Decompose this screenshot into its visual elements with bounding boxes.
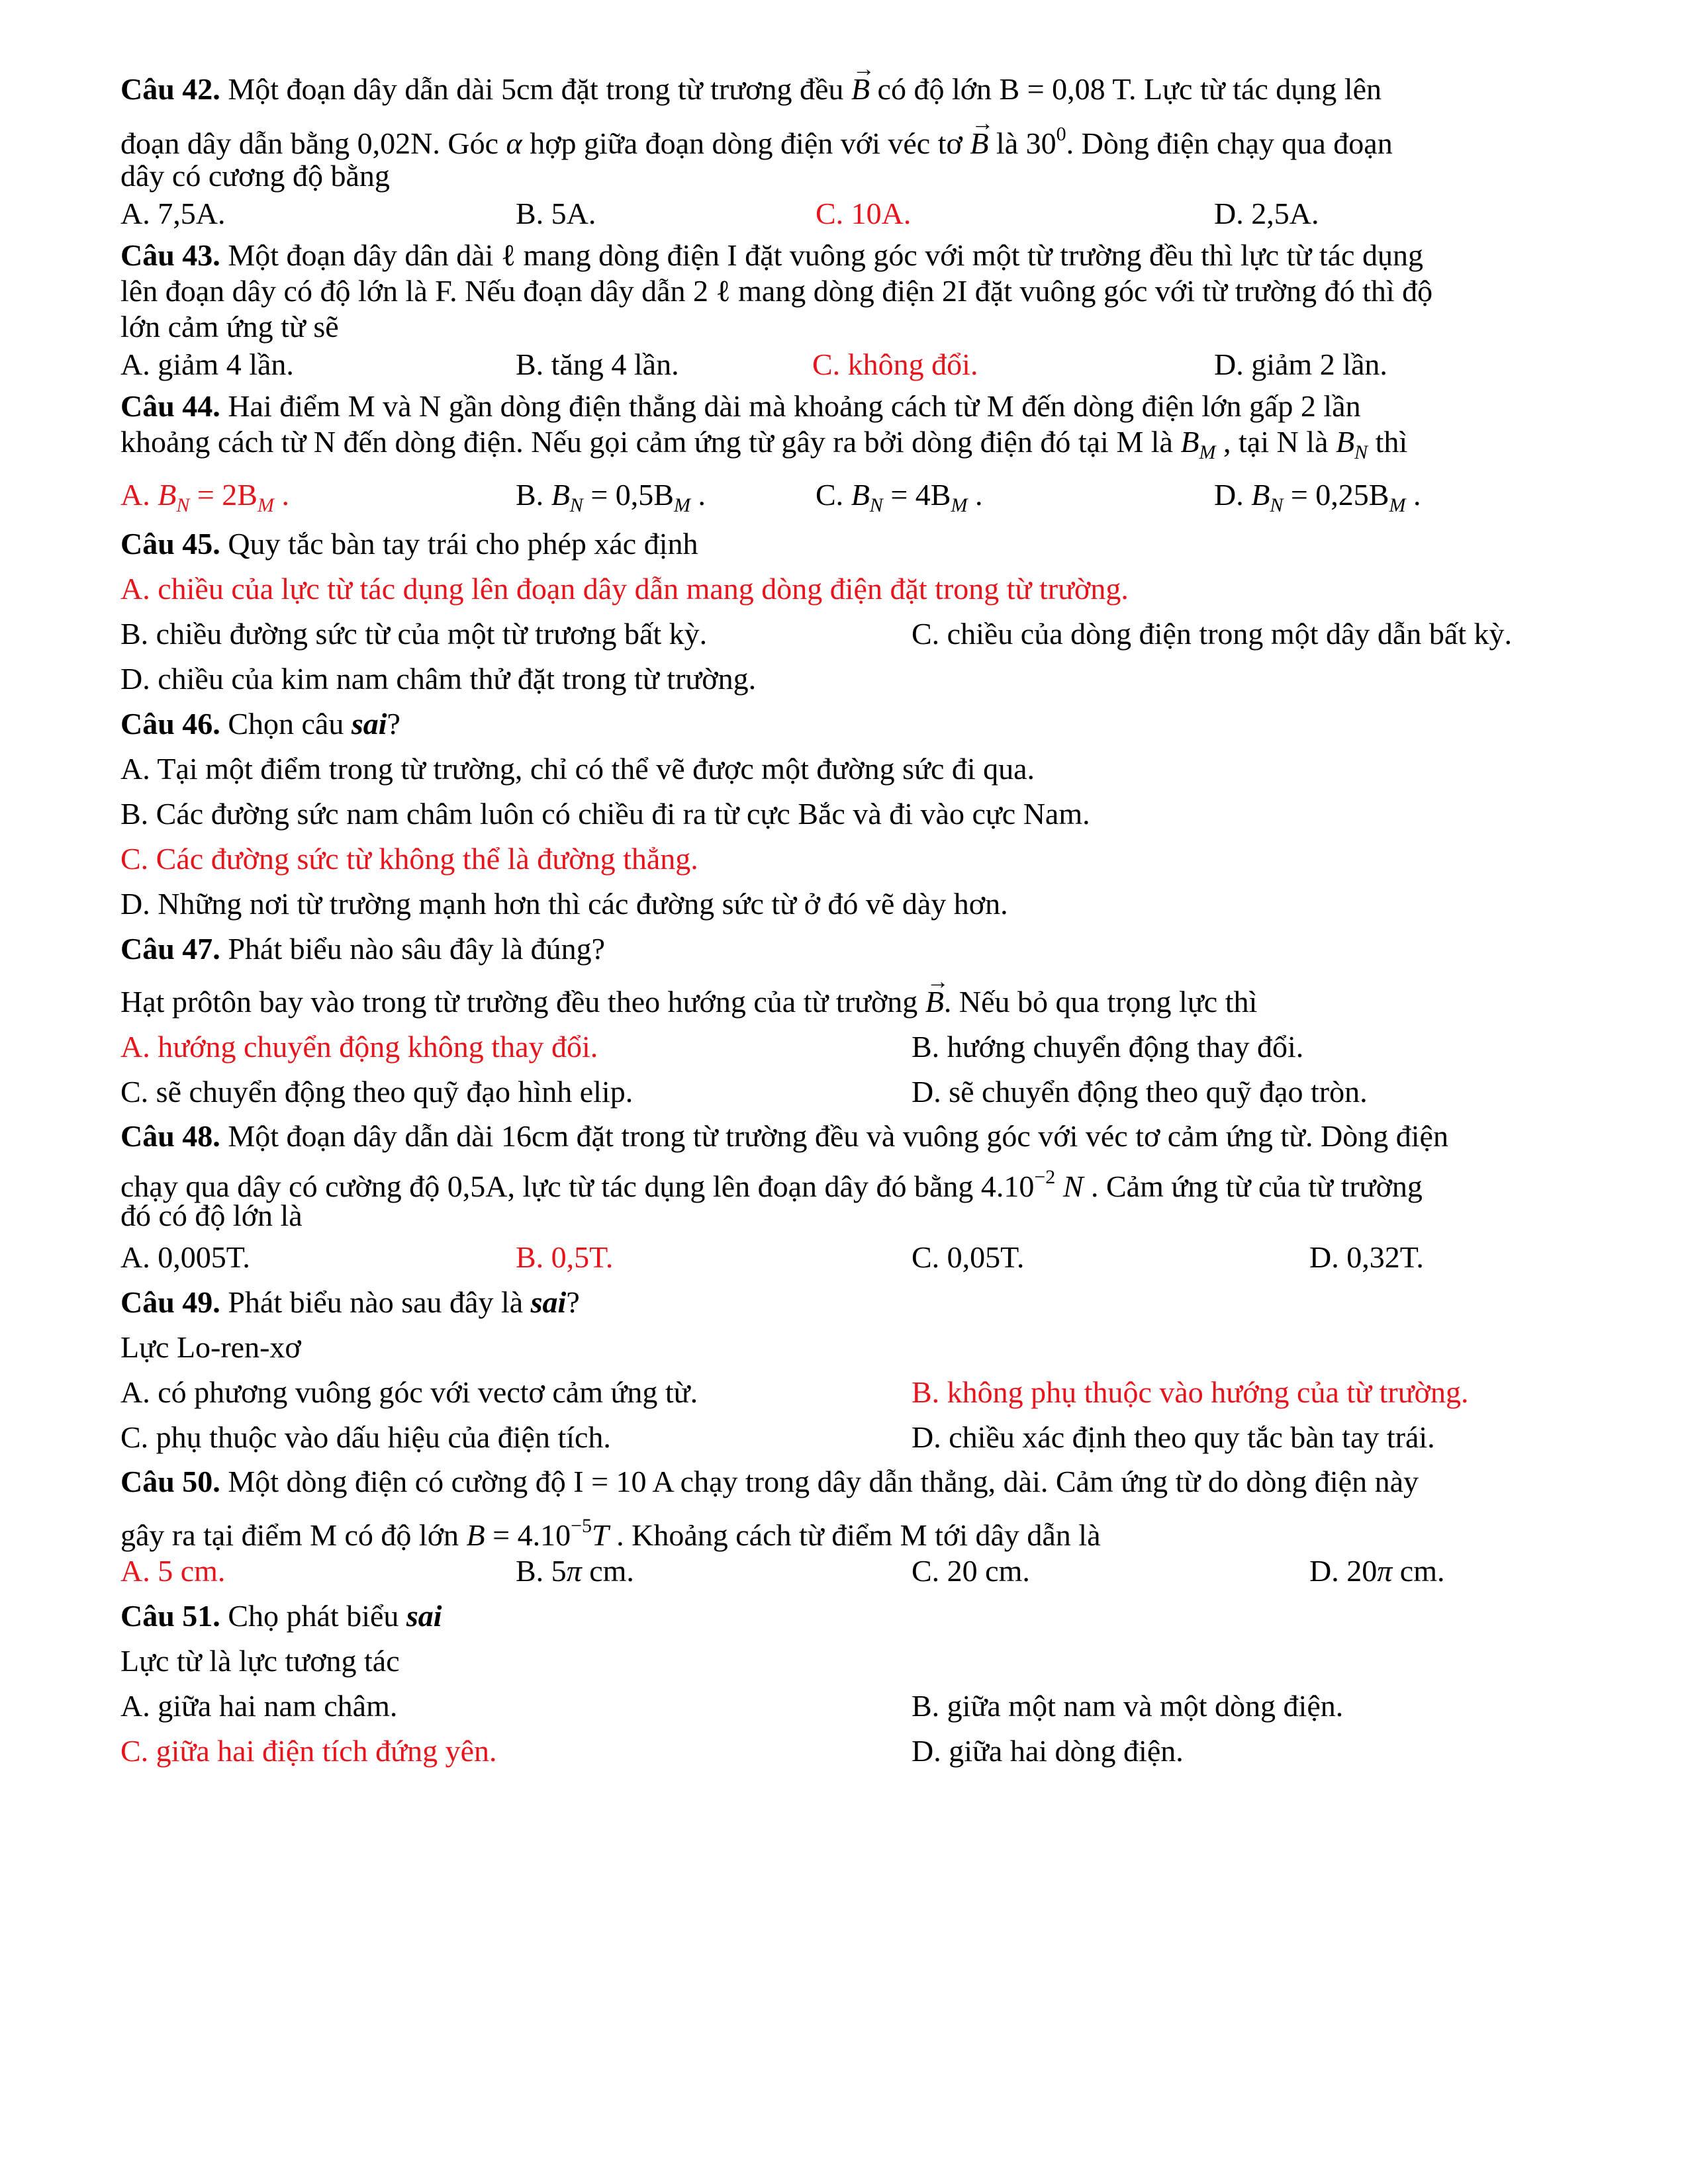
question-49: Câu 49. Phát biểu nào sau đây là sai? Lực Lo-ren-xơ A. có phương vuông góc với vectơ cảm ứng từ. B. không phụ thuộc vào hướng của từ trường. C. phụ thuộc vào dấu hiệu của điện tích. D. chiều xác định theo quy tắc bàn tay trái. — [120, 1280, 1577, 1460]
question-51: Câu 51. Chọ phát biểu sai Lực từ là lực tương tác A. giữa hai nam châm. B. giữa một nam và một dòng điện. C. giữa hai điện tích đứng yên. D. giữa hai dòng điện. — [120, 1594, 1577, 1774]
question-stem: dây có cương độ bằng — [120, 159, 390, 193]
question-label: Câu 47. — [120, 932, 220, 966]
option-c[interactable]: C. chiều của dòng điện trong một dây dẫn bất kỳ. — [912, 617, 1513, 651]
question-47: Câu 47. Phát biểu nào sâu đây là đúng? Hạt prôtôn bay vào trong từ trường đều theo hướng của từ trường → B. Nếu bỏ qua trọng lực thì A. hướng chuyển động không thay đổi. B. hướng chuyển động thay đổi. C. sẽ chuyển động theo quỹ đạo hình elip. D. sẽ chuyển động theo quỹ đạo tròn. — [120, 927, 1577, 1115]
option-d[interactable]: D. sẽ chuyển động theo quỹ đạo tròn. — [912, 1075, 1368, 1109]
question-stem: Một đoạn dây dân dài ℓ mang dòng điện I đặt vuông góc với một từ trường đều thì lực từ tác dụng — [228, 238, 1423, 272]
option-b[interactable]: B. hướng chuyển động thay đổi. — [912, 1030, 1304, 1064]
options-row — [120, 192, 1577, 236]
option-b[interactable]: B. tăng 4 lần. — [516, 347, 679, 381]
question-stem: Quy tắc bàn tay trái cho phép xác định — [228, 527, 698, 561]
question-label: Câu 43. — [120, 238, 220, 272]
option-c[interactable]: C. 0,05T. — [912, 1240, 1025, 1274]
option-d[interactable]: D. giảm 2 lần. — [1214, 347, 1387, 381]
option-d[interactable]: D. 0,32T. — [1309, 1240, 1424, 1274]
option-b[interactable]: B. không phụ thuộc vào hướng của từ trường. — [912, 1375, 1469, 1409]
option-b[interactable]: B. giữa một nam và một dòng điện. — [912, 1689, 1344, 1723]
option-b[interactable]: B. 0,5T. — [516, 1240, 614, 1274]
question-label: Câu 46. — [120, 707, 220, 741]
question-46: Câu 46. Chọn câu sai? A. Tại một điểm trong từ trường, chỉ có thể vẽ được một đường sức đi qua. B. Các đường sức nam châm luôn có chiều đi ra từ cực Bắc và đi vào cực Nam. C. Các đường sức từ không thể là đường thẳng. D. Những nơi từ trường mạnh hơn thì các đường sức từ ở đó vẽ dày hơn. — [120, 707, 1090, 921]
options-row — [120, 1549, 1577, 1594]
option-d[interactable]: D. giữa hai dòng điện. — [912, 1734, 1184, 1768]
question-stem: Một đoạn dây dẫn dài 16cm đặt trong từ trường đều và vuông góc với véc tơ cảm ứng từ. Dòng điện — [228, 1119, 1448, 1153]
vector-b-symbol: → B — [851, 66, 870, 113]
question-44: Câu 44. Hai điểm M và N gần dòng điện thẳng dài mà khoảng cách từ M đến dòng điện lớn gấp 2 lần khoảng cách từ N đến dòng điện. Nếu gọi cảm ứng từ gây ra bởi dòng điện đó tại M là $B_M$ , tại N là $B_N$ thì A. $B_N = 2B_M$ . B. $B_N = 0,5B_M$ . C. $B_N = 4B_M$ . D. $B_N = 0,25B_M$ . — [120, 387, 1577, 522]
option-b[interactable]: B. $B_N = 0,5B_M$ . — [516, 478, 706, 516]
option-c[interactable]: C. Các đường sức từ không thể là đường thẳng. — [120, 842, 698, 876]
option-a[interactable]: A. hướng chuyển động không thay đổi. — [120, 1030, 598, 1064]
option-a[interactable]: A. giữa hai nam châm. — [120, 1689, 398, 1723]
options-row — [120, 343, 1577, 387]
option-b[interactable]: B. chiều đường sức từ của một từ trương bất kỳ. — [120, 617, 708, 651]
vector-b-symbol: → B — [970, 122, 988, 165]
option-a[interactable]: A. chiều của lực từ tác dụng lên đoạn dây dẫn mang dòng điện đặt trong từ trường. — [120, 572, 1129, 606]
option-b[interactable]: B. 5A. — [516, 197, 596, 230]
options-row — [120, 1235, 1577, 1280]
question-stem: Hai điểm M và N gần dòng điện thẳng dài mà khoảng cách từ M đến dòng điện lớn gấp 2 lần — [228, 389, 1361, 423]
option-c[interactable]: C. $B_N = 4B_M$ . — [816, 478, 983, 516]
question-stem: Một dòng điện có cường độ I = 10 A chạy trong dây dẫn thẳng, dài. Cảm ứng từ do dòng điện này — [228, 1465, 1419, 1498]
question-label: Câu 44. — [120, 389, 220, 423]
question-50: Câu 50. Một dòng điện có cường độ I = 10 A chạy trong dây dẫn thẳng, dài. Cảm ứng từ do dòng điện này gây ra tại điểm M có độ lớn $B = 4.10^{-5}T$ . Khoảng cách từ điểm M tới dây dẫn là A. 5 cm. B. 5π cm. C. 20 cm. D. 20π cm. — [120, 1460, 1577, 1594]
question-42: Câu 42. Một đoạn dây dẫn dài 5cm đặt trong từ trương đều → B có độ lớn B = 0,08 T. Lực từ tác dụng lên đoạn dây dẫn bằng 0,02N. Góc α hợp giữa đoạn dòng điện với véc tơ → B là $30^0$. Dòng điện chạy qua đoạn dây có cương độ bằng A. 7,5A. B. 5A. C. 10A. D. 2,5A. — [120, 66, 1577, 236]
option-c[interactable]: C. giữa hai điện tích đứng yên. — [120, 1734, 497, 1768]
option-a[interactable]: A. Tại một điểm trong từ trường, chỉ có thể vẽ được một đường sức đi qua. — [120, 752, 1035, 786]
option-c[interactable]: C. 10A. — [816, 197, 912, 230]
option-d[interactable]: D. chiều của kim nam châm thử đặt trong từ trường. — [120, 662, 757, 696]
question-label: Câu 51. — [120, 1599, 220, 1633]
angle-value: 30 — [1025, 126, 1056, 160]
option-a[interactable]: A. 5 cm. — [120, 1554, 226, 1588]
question-stem: Phát biểu nào sâu đây là đúng? — [228, 932, 606, 966]
option-b[interactable]: B. 5π cm. — [516, 1554, 634, 1588]
option-c[interactable]: C. không đổi. — [812, 347, 978, 381]
question-43: Câu 43. Một đoạn dây dân dài ℓ mang dòng điện I đặt vuông góc với một từ trường đều thì lực từ tác dụng lên đoạn dây có độ lớn là F. Nếu đoạn dây dẫn 2 ℓ mang dòng điện 2I đặt vuông góc với từ trường đó thì độ lớn cảm ứng từ sẽ A. giảm 4 lần. B. tăng 4 lần. C. không đổi. D. giảm 2 lần. — [120, 236, 1577, 387]
option-a[interactable]: A. $B_N = 2B_M$ . — [120, 478, 289, 516]
vector-b-symbol: → B — [925, 979, 944, 1024]
question-label: Câu 49. — [120, 1285, 220, 1319]
question-48: Câu 48. Một đoạn dây dẫn dài 16cm đặt trong từ trường đều và vuông góc với véc tơ cảm ứng từ. Dòng điện chạy qua dây có cường độ 0,5A, lực từ tác dụng lên đoạn dây đó bằng $4.10^{-2}$ N . Cảm ứng từ của từ trường đó có độ lớn là A. 0,005T. B. 0,5T. C. 0,05T. D. 0,32T. — [120, 1115, 1577, 1280]
option-d[interactable]: D. $B_N = 0,25B_M$ . — [1214, 478, 1421, 516]
option-b[interactable]: B. Các đường sức nam châm luôn có chiều đi ra từ cực Bắc và đi vào cực Nam. — [120, 797, 1090, 831]
question-label: Câu 45. — [120, 527, 220, 561]
alpha-symbol: α — [506, 126, 522, 160]
option-a[interactable]: A. giảm 4 lần. — [120, 347, 294, 381]
option-a[interactable]: A. có phương vuông góc với vectơ cảm ứng từ. — [120, 1375, 698, 1409]
option-d[interactable]: D. 20π cm. — [1309, 1554, 1445, 1588]
option-c[interactable]: C. 20 cm. — [912, 1554, 1030, 1588]
option-d[interactable]: D. Những nơi từ trường mạnh hơn thì các đường sức từ ở đó vẽ dày hơn. — [120, 887, 1008, 921]
option-a[interactable]: A. 7,5A. — [120, 197, 226, 230]
question-45 — [120, 522, 1577, 702]
option-c[interactable]: C. sẽ chuyển động theo quỹ đạo hình elip. — [120, 1075, 633, 1109]
option-d[interactable]: D. chiều xác định theo quy tắc bàn tay trái. — [912, 1420, 1435, 1454]
options-row — [120, 469, 1577, 522]
option-d[interactable]: D. 2,5A. — [1214, 197, 1319, 230]
option-c[interactable]: C. phụ thuộc vào dấu hiệu của điện tích. — [120, 1420, 611, 1454]
question-sheet — [120, 66, 1577, 1774]
question-label: Câu 42. — [120, 72, 220, 106]
option-a[interactable]: A. 0,005T. — [120, 1240, 250, 1274]
question-label: Câu 48. — [120, 1119, 220, 1153]
question-label: Câu 50. — [120, 1465, 220, 1498]
